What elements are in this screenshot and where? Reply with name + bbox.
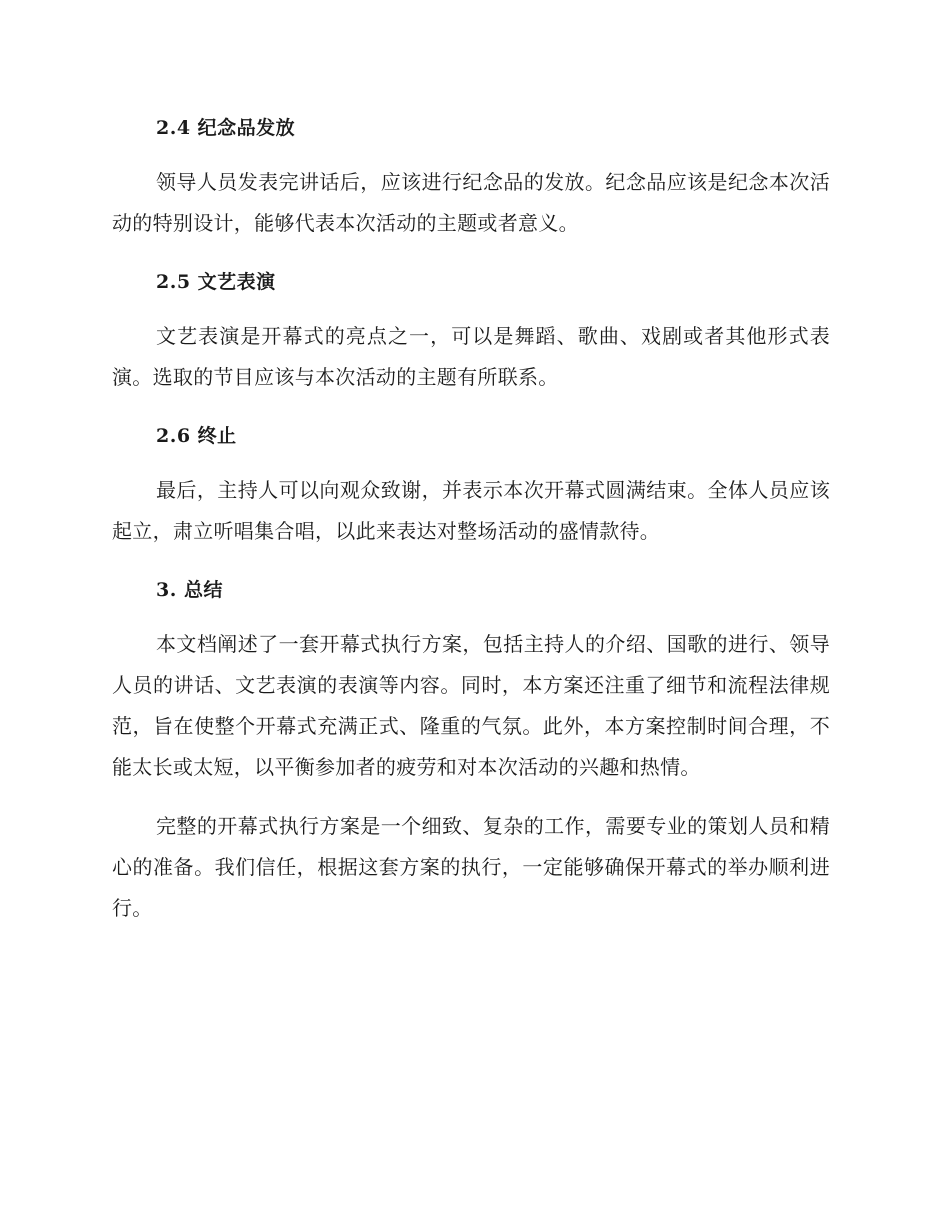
section-2-6 xyxy=(112,416,830,552)
section-heading: 3. 总结 xyxy=(156,579,223,601)
section-2-4 xyxy=(112,108,830,244)
section-heading: 2.4 纪念品发放 xyxy=(156,117,296,139)
section-heading: 2.6 终止 xyxy=(156,425,237,447)
paragraph: 最后，主持人可以向观众致谢，并表示本次开幕式圆满结束。全体人员应该起立，肃立听唱集合唱，以此来表达对整场活动的盛情款待。 xyxy=(112,478,830,543)
paragraph: 本文档阐述了一套开幕式执行方案，包括主持人的介绍、国歌的进行、领导人员的讲话、文艺表演的表演等内容。同时，本方案还注重了细节和流程法律规范，旨在使整个开幕式充满正式、隆重的气氛。此外，本方案控制时间合理，不能太长或太短，以平衡参加者的疲劳和对本次活动的兴趣和热情。 xyxy=(112,632,830,779)
paragraph: 完整的开幕式执行方案是一个细致、复杂的工作，需要专业的策划人员和精心的准备。我们信任，根据这套方案的执行，一定能够确保开幕式的举办顺利进行。 xyxy=(112,814,830,920)
paragraph: 领导人员发表完讲话后，应该进行纪念品的发放。纪念品应该是纪念本次活动的特别设计，能够代表本次活动的主题或者意义。 xyxy=(112,170,830,235)
section-heading: 2.5 文艺表演 xyxy=(156,271,276,293)
paragraph: 文艺表演是开幕式的亮点之一，可以是舞蹈、歌曲、戏剧或者其他形式表演。选取的节目应该与本次活动的主题有所联系。 xyxy=(112,324,830,389)
document-page xyxy=(112,108,830,947)
section-2-5 xyxy=(112,262,830,398)
section-3-summary xyxy=(112,570,830,929)
